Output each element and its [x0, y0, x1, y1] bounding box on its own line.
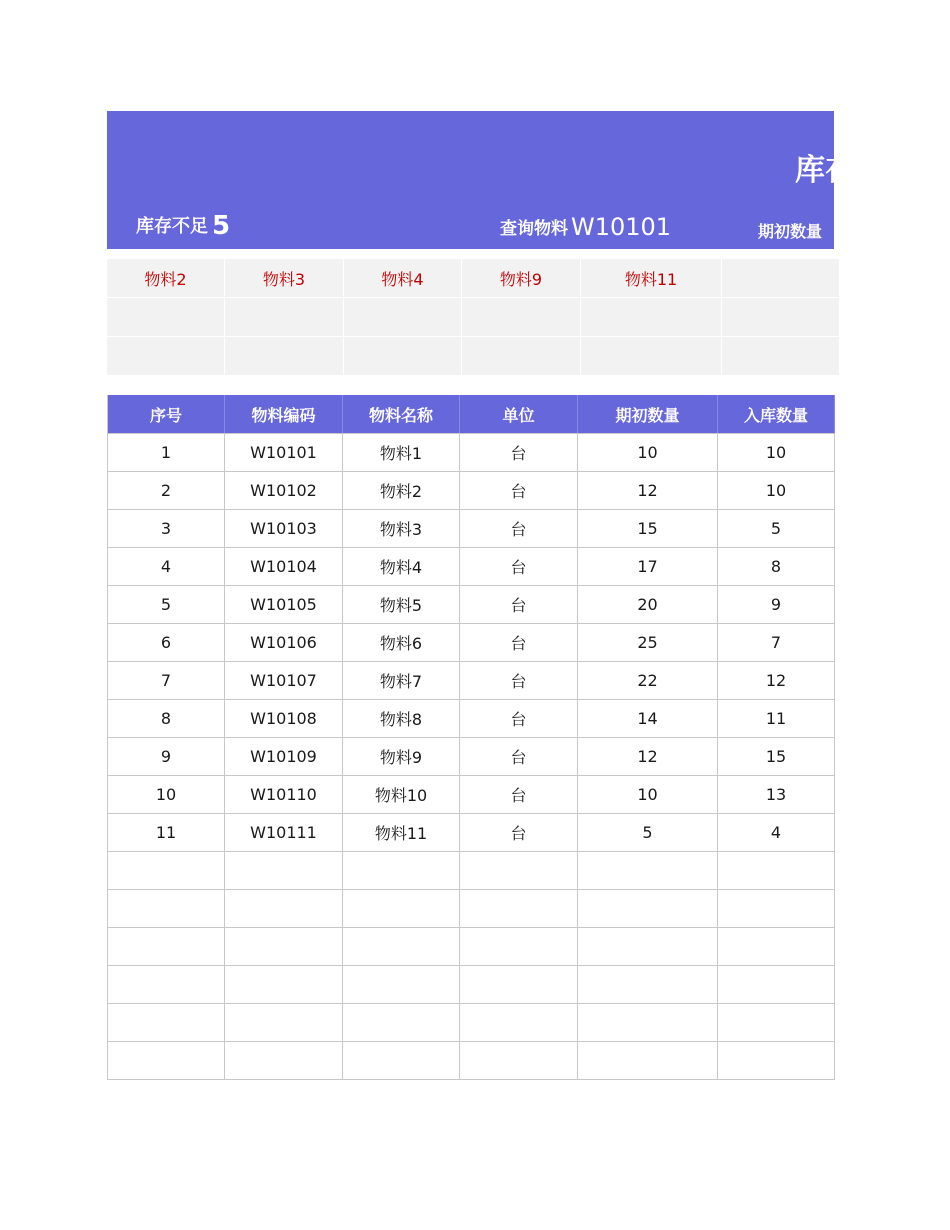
column-header[interactable]: 入库数量 — [718, 395, 835, 434]
table-cell[interactable]: 8 — [108, 700, 225, 738]
table-cell[interactable]: 台 — [460, 814, 578, 852]
empty-cell[interactable] — [225, 1042, 343, 1080]
empty-cell[interactable] — [225, 890, 343, 928]
table-cell[interactable]: 物料5 — [343, 586, 460, 624]
empty-cell[interactable] — [343, 1042, 460, 1080]
table-cell[interactable]: 1 — [108, 434, 225, 472]
table-cell[interactable]: W10106 — [225, 624, 343, 662]
table-cell[interactable]: 物料4 — [343, 548, 460, 586]
table-cell[interactable]: 10 — [578, 776, 718, 814]
table-cell[interactable]: 台 — [460, 472, 578, 510]
shortage-empty-cell — [107, 298, 224, 336]
empty-cell[interactable] — [225, 928, 343, 966]
table-cell[interactable]: W10111 — [225, 814, 343, 852]
table-cell[interactable]: 5 — [578, 814, 718, 852]
shortage-summary — [136, 211, 230, 241]
shortage-count: 5 — [212, 211, 231, 241]
table-row — [108, 586, 835, 624]
empty-cell[interactable] — [578, 852, 718, 890]
table-cell[interactable]: 物料11 — [343, 814, 460, 852]
table-row — [108, 776, 835, 814]
table-cell[interactable]: 12 — [718, 662, 835, 700]
empty-cell[interactable] — [460, 890, 578, 928]
empty-cell[interactable] — [460, 966, 578, 1004]
empty-cell[interactable] — [343, 852, 460, 890]
empty-cell[interactable] — [343, 1004, 460, 1042]
empty-table-row — [108, 890, 835, 928]
table-cell[interactable]: 物料2 — [343, 472, 460, 510]
table-cell[interactable]: 台 — [460, 548, 578, 586]
empty-cell[interactable] — [108, 1004, 225, 1042]
table-cell[interactable]: 5 — [108, 586, 225, 624]
shortage-grid — [107, 259, 834, 375]
empty-cell[interactable] — [108, 890, 225, 928]
empty-cell[interactable] — [225, 966, 343, 1004]
table-cell[interactable]: 台 — [460, 586, 578, 624]
empty-cell[interactable] — [718, 928, 835, 966]
empty-cell[interactable] — [108, 1042, 225, 1080]
table-cell[interactable]: 台 — [460, 700, 578, 738]
empty-table-row — [108, 1004, 835, 1042]
table-cell[interactable]: 10 — [718, 472, 835, 510]
table-cell[interactable]: W10103 — [225, 510, 343, 548]
table-cell[interactable]: W10109 — [225, 738, 343, 776]
empty-cell[interactable] — [108, 928, 225, 966]
table-cell[interactable]: W10108 — [225, 700, 343, 738]
table-cell[interactable]: 10 — [718, 434, 835, 472]
table-row — [108, 510, 835, 548]
empty-cell[interactable] — [225, 852, 343, 890]
table-cell[interactable]: 12 — [578, 472, 718, 510]
query-value[interactable]: W10101 — [571, 213, 672, 241]
column-header[interactable]: 期初数量 — [578, 395, 718, 434]
table-cell[interactable]: 8 — [718, 548, 835, 586]
empty-table-row — [108, 852, 835, 890]
empty-table-row — [108, 966, 835, 1004]
table-cell[interactable]: 9 — [718, 586, 835, 624]
table-cell[interactable]: 台 — [460, 662, 578, 700]
shortage-empty-cell — [225, 337, 343, 375]
column-header[interactable]: 物料名称 — [343, 395, 460, 434]
shortage-empty-cell — [462, 337, 580, 375]
table-cell[interactable]: 物料8 — [343, 700, 460, 738]
empty-cell[interactable] — [343, 966, 460, 1004]
table-cell[interactable]: 台 — [460, 510, 578, 548]
table-cell[interactable]: 9 — [108, 738, 225, 776]
empty-cell[interactable] — [343, 928, 460, 966]
shortage-item: 物料3 — [225, 259, 343, 297]
table-cell[interactable]: 4 — [108, 548, 225, 586]
table-cell[interactable]: W10104 — [225, 548, 343, 586]
table-cell[interactable]: 15 — [578, 510, 718, 548]
table-row — [108, 472, 835, 510]
empty-cell[interactable] — [225, 1004, 343, 1042]
table-cell[interactable]: W10107 — [225, 662, 343, 700]
table-cell[interactable]: 7 — [718, 624, 835, 662]
table-cell[interactable]: 物料1 — [343, 434, 460, 472]
table-cell[interactable]: 25 — [578, 624, 718, 662]
empty-cell[interactable] — [578, 1042, 718, 1080]
empty-cell[interactable] — [460, 852, 578, 890]
empty-table-row — [108, 1042, 835, 1080]
table-cell[interactable]: 17 — [578, 548, 718, 586]
table-row — [108, 624, 835, 662]
table-cell[interactable]: 6 — [108, 624, 225, 662]
empty-cell[interactable] — [460, 1004, 578, 1042]
shortage-empty-cell — [225, 298, 343, 336]
table-cell[interactable]: 台 — [460, 434, 578, 472]
table-cell[interactable]: 5 — [718, 510, 835, 548]
shortage-empty-cell — [462, 298, 580, 336]
shortage-item: 物料2 — [107, 259, 224, 297]
opening-quantity — [758, 219, 822, 242]
shortage-item: 物料4 — [344, 259, 461, 297]
empty-cell[interactable] — [578, 928, 718, 966]
table-cell[interactable]: 20 — [578, 586, 718, 624]
empty-cell[interactable] — [718, 1004, 835, 1042]
shortage-empty-cell — [581, 337, 721, 375]
table-cell[interactable]: 22 — [578, 662, 718, 700]
table-cell[interactable]: 14 — [578, 700, 718, 738]
table-cell[interactable]: 13 — [718, 776, 835, 814]
empty-cell[interactable] — [108, 852, 225, 890]
query-material — [500, 213, 671, 241]
table-cell[interactable]: W10102 — [225, 472, 343, 510]
table-cell[interactable]: 7 — [108, 662, 225, 700]
table-cell[interactable]: 台 — [460, 776, 578, 814]
table-row — [108, 548, 835, 586]
page-title: 库存 — [795, 153, 855, 188]
query-label: 查询物料 — [500, 219, 568, 239]
shortage-item: 物料11 — [581, 259, 721, 297]
table-cell[interactable]: W10101 — [225, 434, 343, 472]
inventory-sheet — [107, 111, 855, 1080]
empty-cell[interactable] — [343, 890, 460, 928]
column-header[interactable]: 单位 — [460, 395, 578, 434]
table-cell[interactable]: W10105 — [225, 586, 343, 624]
shortage-item: 物料9 — [462, 259, 580, 297]
empty-cell[interactable] — [718, 1042, 835, 1080]
table-cell[interactable]: 15 — [718, 738, 835, 776]
empty-cell[interactable] — [718, 966, 835, 1004]
shortage-label: 库存不足 — [136, 216, 208, 237]
table-cell[interactable]: 物料3 — [343, 510, 460, 548]
table-cell[interactable]: 物料10 — [343, 776, 460, 814]
shortage-empty-cell — [107, 337, 224, 375]
empty-cell[interactable] — [718, 890, 835, 928]
table-cell[interactable]: 物料7 — [343, 662, 460, 700]
empty-cell[interactable] — [460, 928, 578, 966]
empty-table-row — [108, 928, 835, 966]
shortage-item — [722, 259, 839, 297]
empty-cell[interactable] — [108, 966, 225, 1004]
empty-cell[interactable] — [578, 890, 718, 928]
table-cell[interactable]: 物料6 — [343, 624, 460, 662]
shortage-empty-cell — [344, 298, 461, 336]
empty-cell[interactable] — [718, 852, 835, 890]
table-cell[interactable]: 10 — [108, 776, 225, 814]
empty-cell[interactable] — [460, 1042, 578, 1080]
table-row — [108, 814, 835, 852]
table-cell[interactable]: 4 — [718, 814, 835, 852]
table-row — [108, 738, 835, 776]
opening-label: 期初数量 — [758, 222, 823, 241]
column-header[interactable]: 物料编码 — [225, 395, 343, 434]
table-cell[interactable]: 台 — [460, 738, 578, 776]
empty-cell[interactable] — [578, 966, 718, 1004]
table-cell[interactable]: 11 — [108, 814, 225, 852]
table-cell[interactable]: 台 — [460, 624, 578, 662]
table-row — [108, 662, 835, 700]
table-row — [108, 700, 835, 738]
table-header-row — [108, 395, 835, 434]
inventory-table — [107, 395, 835, 1080]
table-body — [108, 434, 835, 1080]
shortage-empty-cell — [722, 337, 839, 375]
shortage-empty-cell — [581, 298, 721, 336]
table-cell[interactable]: 10 — [578, 434, 718, 472]
table-cell[interactable]: 12 — [578, 738, 718, 776]
table-cell[interactable]: 2 — [108, 472, 225, 510]
shortage-empty-cell — [722, 298, 839, 336]
table-cell[interactable]: 11 — [718, 700, 835, 738]
shortage-empty-cell — [344, 337, 461, 375]
table-cell[interactable]: 3 — [108, 510, 225, 548]
table-row — [108, 434, 835, 472]
empty-cell[interactable] — [578, 1004, 718, 1042]
table-cell[interactable]: 物料9 — [343, 738, 460, 776]
column-header[interactable]: 序号 — [108, 395, 225, 434]
table-cell[interactable]: W10110 — [225, 776, 343, 814]
title-banner — [107, 111, 855, 249]
